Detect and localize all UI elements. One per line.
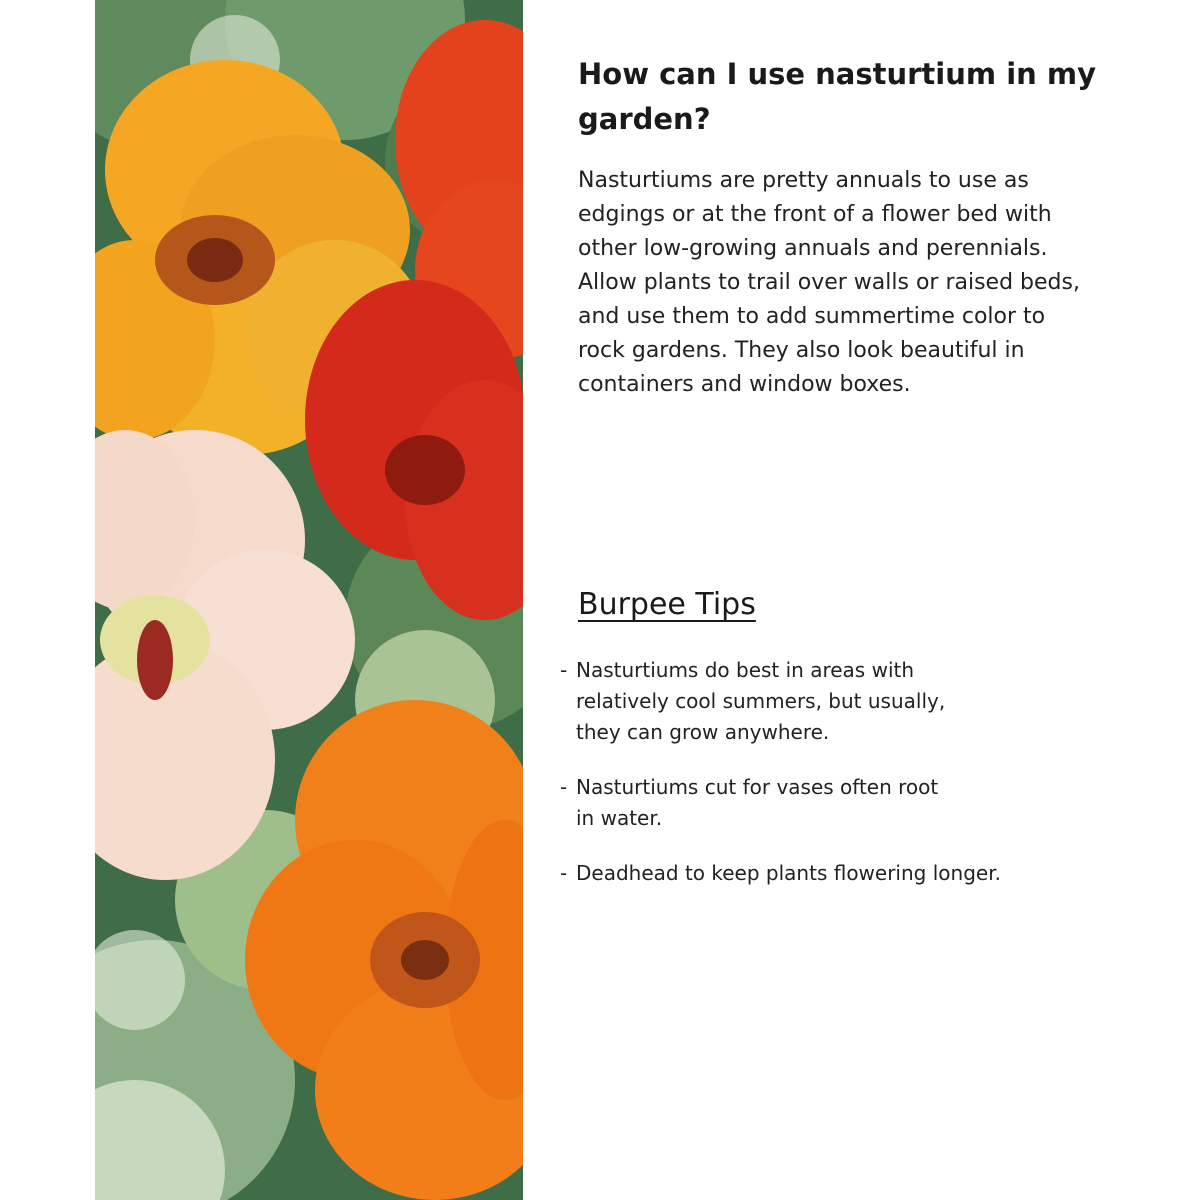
- bullet-marker: -: [560, 861, 568, 885]
- tip-text: Deadhead to keep plants flowering longer.: [576, 861, 1001, 885]
- bullet-marker: -: [560, 658, 568, 682]
- intro-paragraph: Nasturtiums are pretty annuals to use as edgings or at the front of a flower bed with other low-growing annuals and perennials. Allow plants to trail over walls or raised beds, and use them to add summertime color to rock gardens. They also look beautiful in containers and window boxes.: [578, 168, 1080, 397]
- nasturtium-flower-photo: [95, 0, 523, 1200]
- tip-text: Nasturtiums cut for vases often root in water.: [576, 775, 939, 830]
- list-item: [560, 858, 1136, 889]
- tips-list: [560, 655, 1120, 889]
- page-heading: How can I use nasturtium in my garden?: [578, 57, 1096, 136]
- tip-text: Nasturtiums do best in areas with relatively cool summers, but usually, they can grow anywhere.: [576, 658, 946, 744]
- bullet-marker: -: [560, 775, 568, 799]
- tips-heading: Burpee Tips: [578, 587, 756, 622]
- text-panel: [560, 0, 1160, 1200]
- list-item: [560, 655, 996, 748]
- list-item: [560, 772, 946, 834]
